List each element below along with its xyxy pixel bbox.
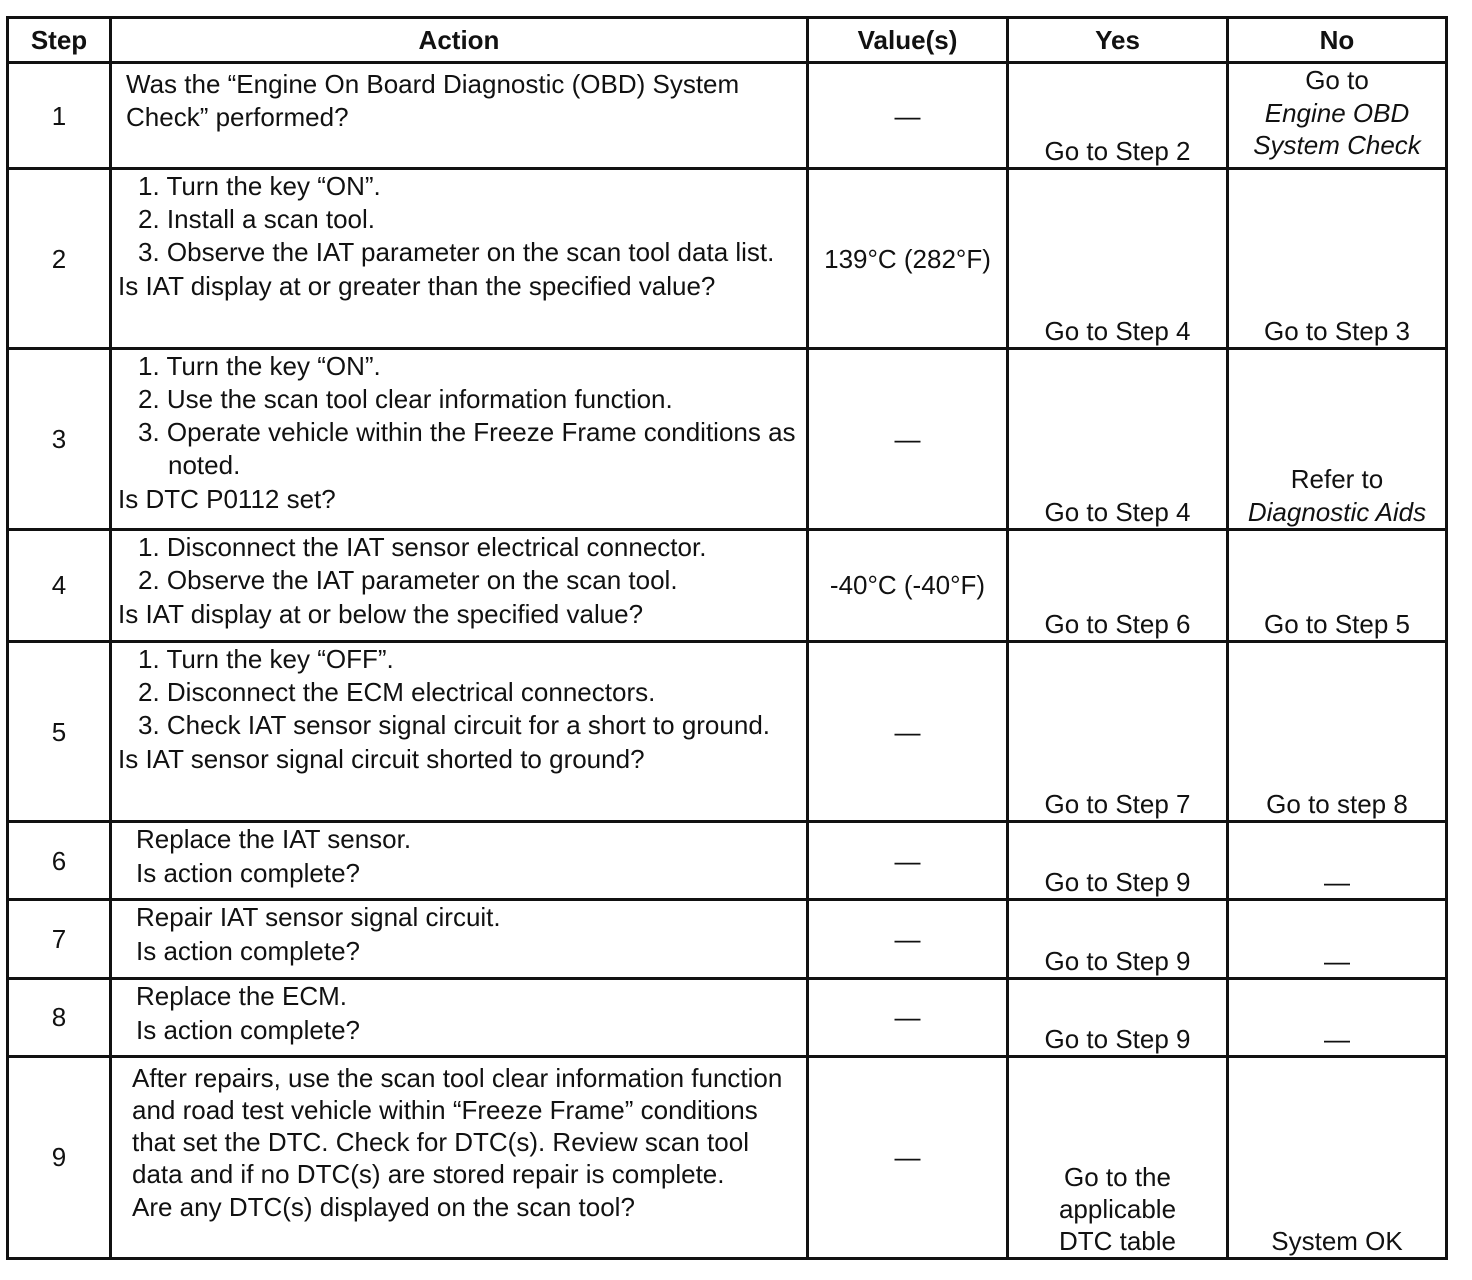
no-prefix: Refer to xyxy=(1290,463,1384,494)
step-number: 4 xyxy=(8,529,111,641)
step-number: 6 xyxy=(8,822,111,900)
no-cell: — xyxy=(1228,978,1447,1056)
instruction-item: 3. Observe the IAT parameter on the scan tool data list. xyxy=(138,237,775,268)
no-cell: Go to Step 5 xyxy=(1228,529,1447,641)
action-cell xyxy=(111,349,808,529)
table-row xyxy=(8,822,1447,900)
table-row xyxy=(8,349,1447,529)
no-cell xyxy=(1228,63,1447,169)
value-cell: -40°C (-40°F) xyxy=(808,529,1008,641)
step-number: 3 xyxy=(8,349,111,529)
yes-cell: Go to the applicable DTC table xyxy=(1008,1056,1228,1258)
no-cell xyxy=(1228,349,1447,529)
action-text: After repairs, use the scan tool clear information function and road test vehicle within “Freeze Frame” conditions that set the DTC. Check for DTC(s). Review scan tool data and if no DTC(s) are stored repair is complete. xyxy=(132,1062,783,1189)
yes-cell: Go to Step 7 xyxy=(1008,641,1228,821)
action-question: Are any DTC(s) displayed on the scan tool? xyxy=(132,1191,635,1222)
instruction-item: 1. Turn the key “ON”. xyxy=(138,171,381,202)
header-no: No xyxy=(1228,18,1447,63)
step-number: 5 xyxy=(8,641,111,821)
action-question: Is action complete? xyxy=(136,858,361,889)
value-cell: — xyxy=(808,63,1008,169)
yes-cell: Go to Step 9 xyxy=(1008,900,1228,978)
no-cell: — xyxy=(1228,822,1447,900)
action-question: Is IAT display at or greater than the specified value? xyxy=(118,271,716,302)
header-step: Step xyxy=(8,18,111,63)
action-question: Is IAT sensor signal circuit shorted to ground? xyxy=(118,743,645,774)
instruction-item: 2. Install a scan tool. xyxy=(138,204,376,235)
action-cell xyxy=(111,63,808,169)
value-cell: — xyxy=(808,900,1008,978)
action-cell xyxy=(111,1056,808,1258)
header-row xyxy=(8,18,1447,63)
no-cell: System OK xyxy=(1228,1056,1447,1258)
action-text: Replace the IAT sensor. xyxy=(136,824,412,855)
instruction-item: 1. Turn the key “ON”. xyxy=(138,351,381,382)
table-row xyxy=(8,529,1447,641)
instruction-item: 1. Turn the key “OFF”. xyxy=(138,643,394,674)
value-cell: — xyxy=(808,641,1008,821)
value-cell: — xyxy=(808,349,1008,529)
step-number: 7 xyxy=(8,900,111,978)
table-row xyxy=(8,978,1447,1056)
step-number: 9 xyxy=(8,1056,111,1258)
no-prefix: Go to xyxy=(1305,65,1369,95)
table-row xyxy=(8,169,1447,349)
yes-cell: Go to Step 4 xyxy=(1008,349,1228,529)
table-row xyxy=(8,1056,1447,1258)
table-row xyxy=(8,900,1447,978)
instruction-item: 2. Observe the IAT parameter on the scan tool. xyxy=(138,564,678,595)
header-action: Action xyxy=(111,18,808,63)
action-cell xyxy=(111,169,808,349)
action-cell xyxy=(111,978,808,1056)
action-cell xyxy=(111,900,808,978)
action-question: Is IAT display at or below the specified value? xyxy=(118,598,644,629)
instruction-item: 1. Disconnect the IAT sensor electrical connector. xyxy=(138,531,707,562)
yes-cell: Go to Step 2 xyxy=(1008,63,1228,169)
yes-cell: Go to Step 6 xyxy=(1008,529,1228,641)
value-cell: — xyxy=(808,978,1008,1056)
yes-cell: Go to Step 9 xyxy=(1008,822,1228,900)
step-number: 1 xyxy=(8,63,111,169)
header-values: Value(s) xyxy=(808,18,1008,63)
action-text: Repair IAT sensor signal circuit. xyxy=(136,902,501,933)
value-cell: — xyxy=(808,1056,1008,1258)
action-question: Is action complete? xyxy=(136,936,361,967)
instruction-item: 3. Check IAT sensor signal circuit for a short to ground. xyxy=(138,709,770,740)
action-text: Was the “Engine On Board Diagnostic (OBD) System Check” performed? xyxy=(126,69,740,132)
value-cell: — xyxy=(808,822,1008,900)
table-row xyxy=(8,63,1447,169)
no-cell: — xyxy=(1228,900,1447,978)
yes-cell: Go to Step 4 xyxy=(1008,169,1228,349)
step-number: 8 xyxy=(8,978,111,1056)
action-text: Replace the ECM. xyxy=(136,980,347,1011)
no-reference: Diagnostic Aids xyxy=(1247,496,1427,527)
yes-cell: Go to Step 9 xyxy=(1008,978,1228,1056)
step-number: 2 xyxy=(8,169,111,349)
action-question: Is action complete? xyxy=(136,1014,361,1045)
value-cell: 139°C (282°F) xyxy=(808,169,1008,349)
instruction-item: 2. Disconnect the ECM electrical connectors. xyxy=(138,676,656,707)
table-row xyxy=(8,641,1447,821)
diagnostic-table xyxy=(6,16,1448,1260)
action-cell xyxy=(111,822,808,900)
no-cell: Go to Step 3 xyxy=(1228,169,1447,349)
action-question: Is DTC P0112 set? xyxy=(118,484,336,515)
action-cell xyxy=(111,641,808,821)
instruction-item: 2. Use the scan tool clear information function. xyxy=(138,384,673,415)
no-reference: Engine OBD System Check xyxy=(1253,98,1421,160)
action-cell xyxy=(111,529,808,641)
instruction-item: 3. Operate vehicle within the Freeze Frame conditions as noted. xyxy=(138,417,796,481)
header-yes: Yes xyxy=(1008,18,1228,63)
no-cell: Go to step 8 xyxy=(1228,641,1447,821)
